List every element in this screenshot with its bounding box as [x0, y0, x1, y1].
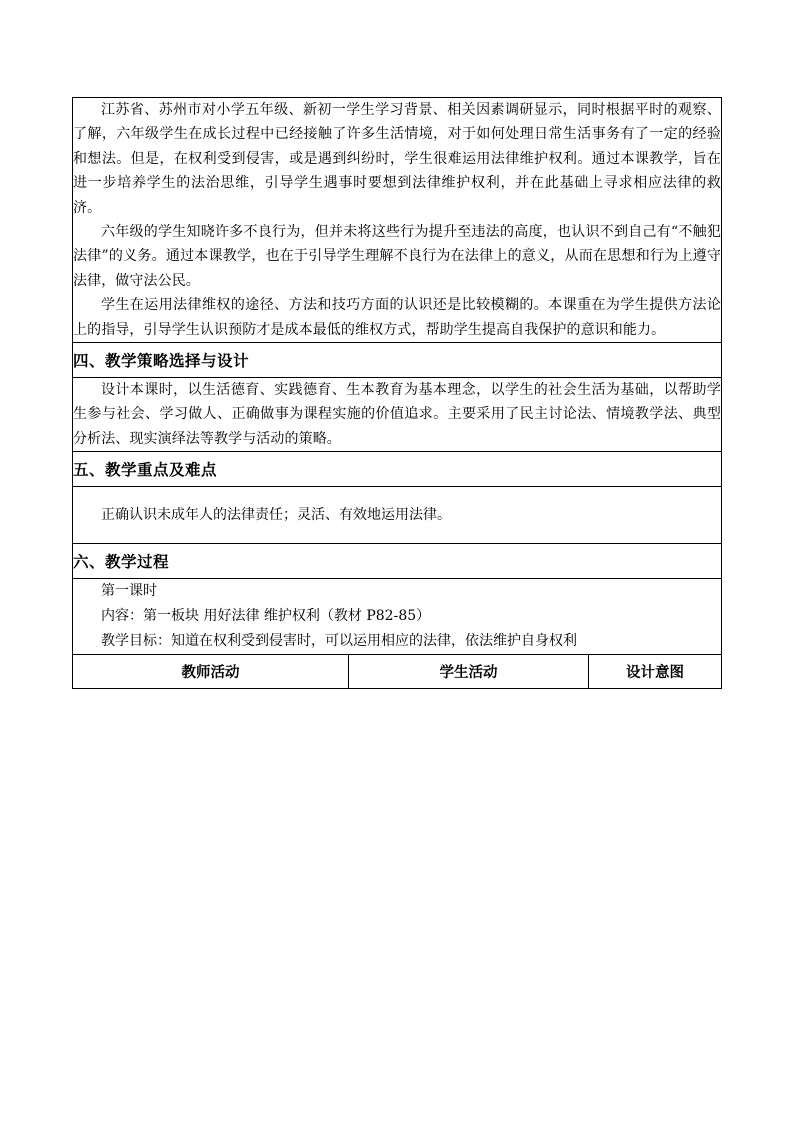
process-body-cell [73, 579, 722, 655]
keypoints-heading: 五、教学重点及难点 [73, 452, 722, 487]
strategy-heading-row [73, 343, 722, 378]
teacher-activity-header: 教师活动 [73, 655, 349, 689]
design-intent-header: 设计意图 [589, 655, 722, 689]
keypoints-paragraph: 正确认识未成年人的法律责任；灵活、有效地运用法律。 [101, 507, 451, 524]
process-heading: 六、教学过程 [73, 544, 722, 579]
activity-header-row [73, 655, 722, 689]
strategy-body-cell [73, 378, 722, 452]
keypoints-body-row [73, 487, 722, 544]
lesson-objective: 教学目标：知道在权利受到侵害时，可以运用相应的法律，依法维护自身权利 [101, 633, 577, 650]
analysis-paragraph-1: 江苏省、苏州市对小学五年级、新初一学生学习背景、相关因素调研显示，同时根据平时的观察、了解，六年级学生在成长过程中已经接触了许多生活情境，对于如何处理日常生活事务有了一定的经验和想法。但是，在权利受到侵害，或是遇到纠纷时，学生很难运用法律维护权利。通过本课教学，旨在进一步培养学生的法治思维，引导学生遇事时要想到法律维护权利，并在此基础上寻求相应法律的救济。 [73, 102, 722, 216]
analysis-paragraph-2: 六年级的学生知晓许多不良行为，但并未将这些行为提升至违法的高度，也认识不到自己有“不触犯法律”的义务。通过本课教学，也在于引导学生理解不良行为在法律上的意义，从而在思想和行为上遵守法律，做守法公民。 [73, 224, 722, 289]
student-activity-header: 学生活动 [349, 655, 589, 689]
lesson-label: 第一课时 [101, 583, 157, 600]
learner-analysis-cell [73, 98, 722, 343]
process-body-row [73, 579, 722, 655]
lesson-plan-table [72, 97, 722, 689]
strategy-heading: 四、教学策略选择与设计 [73, 343, 722, 378]
analysis-paragraph-3: 学生在运用法律维权的途径、方法和技巧方面的认识还是比较模糊的。本课重在为学生提供方法论上的指导，引导学生认识预防才是成本最低的维权方式，帮助学生提高自我保护的意识和能力。 [73, 297, 722, 338]
strategy-body-row [73, 378, 722, 452]
keypoints-body-cell [73, 487, 722, 544]
strategy-paragraph: 设计本课时，以生活德育、实践德育、生本教育为基本理念，以学生的社会生活为基础，以帮助学生参与社会、学习做人、正确做事为课程实施的价值追求。主要采用了民主讨论法、情境教学法、典型分析法、现实演绎法等教学与活动的策略。 [73, 382, 722, 447]
keypoints-heading-row [73, 452, 722, 487]
process-heading-row [73, 544, 722, 579]
lesson-content: 内容：第一板块 用好法律 维护权利（教材 P82-85） [101, 608, 431, 625]
learner-analysis-row [73, 98, 722, 343]
